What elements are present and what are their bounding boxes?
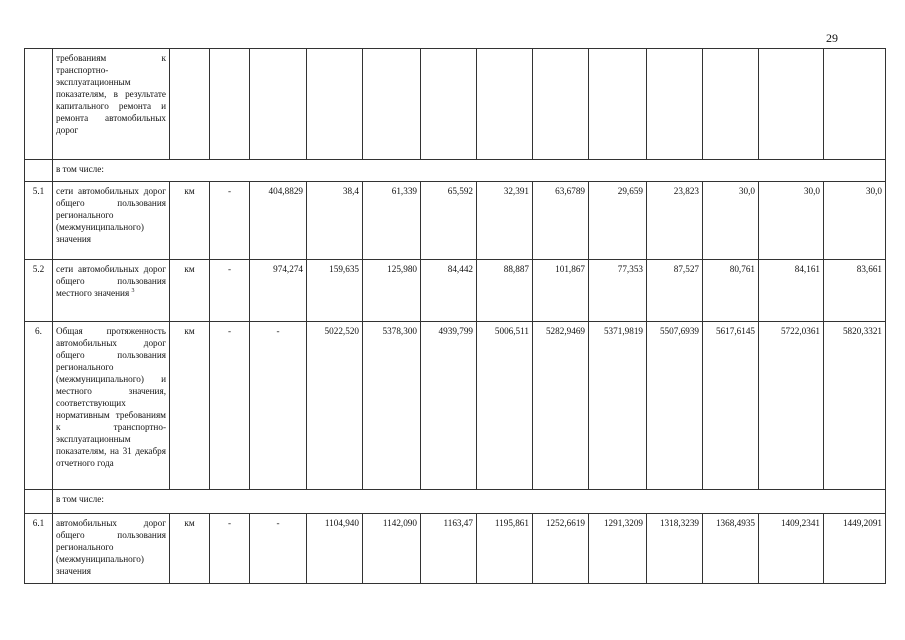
row-value: 5617,6145 [703,322,759,490]
row-value: 5722,0361 [759,322,824,490]
row-col-a: - [210,514,250,584]
row-col-a [210,49,250,160]
row-number [25,49,53,160]
row-number: 6.1 [25,514,53,584]
row-value: 84,161 [759,260,824,322]
row-value: 80,761 [703,260,759,322]
row-value [307,49,363,160]
row-unit: км [170,260,210,322]
row-value: 38,4 [307,182,363,260]
row-value [477,49,533,160]
row-value: 125,980 [363,260,421,322]
row-number: 5.2 [25,260,53,322]
row-col-b: - [250,322,307,490]
row-value: 29,659 [589,182,647,260]
table-row [25,182,886,260]
row-value: 30,0 [824,182,886,260]
row-value [421,49,477,160]
row-value [759,49,824,160]
row-value [824,49,886,160]
row-value [647,49,703,160]
table-row [25,322,886,490]
row-value: 1163,47 [421,514,477,584]
subheader-text: в том числе: [53,490,886,514]
row-number: 5.1 [25,182,53,260]
row-col-b: 404,8829 [250,182,307,260]
row-name: Общая протяженность автомобильных дорог общего пользования регионального (межмуниципального) и местного значения, соответствующих нормативным требованиям к транспортно-эксплуатационным показателям, на 31 декабря отчетного года [53,322,170,490]
row-value: 77,353 [589,260,647,322]
row-col-b: - [250,514,307,584]
row-number: 6. [25,322,53,490]
table-row [25,514,886,584]
row-value: 65,592 [421,182,477,260]
row-value: 5371,9819 [589,322,647,490]
table-row-subheader [25,490,886,514]
row-value: 1104,940 [307,514,363,584]
row-name: сети автомобильных дорог общего пользования регионального (межмуниципального) значения [53,182,170,260]
row-col-a: - [210,322,250,490]
row-value: 5820,3321 [824,322,886,490]
row-value: 159,635 [307,260,363,322]
row-value: 5006,511 [477,322,533,490]
row-value: 1252,6619 [533,514,589,584]
row-value: 88,887 [477,260,533,322]
row-value: 1195,861 [477,514,533,584]
row-value: 5378,300 [363,322,421,490]
row-value: 32,391 [477,182,533,260]
row-name: автомобильных дорог общего пользования регионального (межмуниципального) значения [53,514,170,584]
row-value: 23,823 [647,182,703,260]
table-row [25,49,886,160]
row-name: требованиям к транспортно-эксплуатационным показателям, в результате капитального ремонта и ремонта автомобильных дорог [53,49,170,160]
row-value: 1449,2091 [824,514,886,584]
row-name [53,260,170,322]
row-value: 5507,6939 [647,322,703,490]
page-number: 29 [826,31,838,45]
footnote-marker: 3 [131,287,135,294]
row-value [589,49,647,160]
row-value [533,49,589,160]
row-value: 1142,090 [363,514,421,584]
row-col-a: - [210,260,250,322]
row-value [703,49,759,160]
row-value: 5022,520 [307,322,363,490]
row-col-b [250,49,307,160]
row-value: 1291,3209 [589,514,647,584]
subheader-text: в том числе: [53,160,886,182]
row-value: 30,0 [759,182,824,260]
row-value: 30,0 [703,182,759,260]
row-number [25,490,53,514]
row-unit [170,49,210,160]
table-row [25,260,886,322]
row-unit: км [170,182,210,260]
row-value: 63,6789 [533,182,589,260]
row-value: 87,527 [647,260,703,322]
table-row-subheader [25,160,886,182]
row-number [25,160,53,182]
row-value: 61,339 [363,182,421,260]
row-value: 1318,3239 [647,514,703,584]
row-unit: км [170,322,210,490]
indicators-table [24,48,886,584]
row-value: 4939,799 [421,322,477,490]
row-value: 5282,9469 [533,322,589,490]
row-value [363,49,421,160]
row-col-b: 974,274 [250,260,307,322]
row-value: 1368,4935 [703,514,759,584]
row-value: 84,442 [421,260,477,322]
row-unit: км [170,514,210,584]
row-col-a: - [210,182,250,260]
row-value: 1409,2341 [759,514,824,584]
row-value: 101,867 [533,260,589,322]
row-name-text: сети автомобильных дорог общего пользования местного значения [56,264,166,298]
row-value: 83,661 [824,260,886,322]
